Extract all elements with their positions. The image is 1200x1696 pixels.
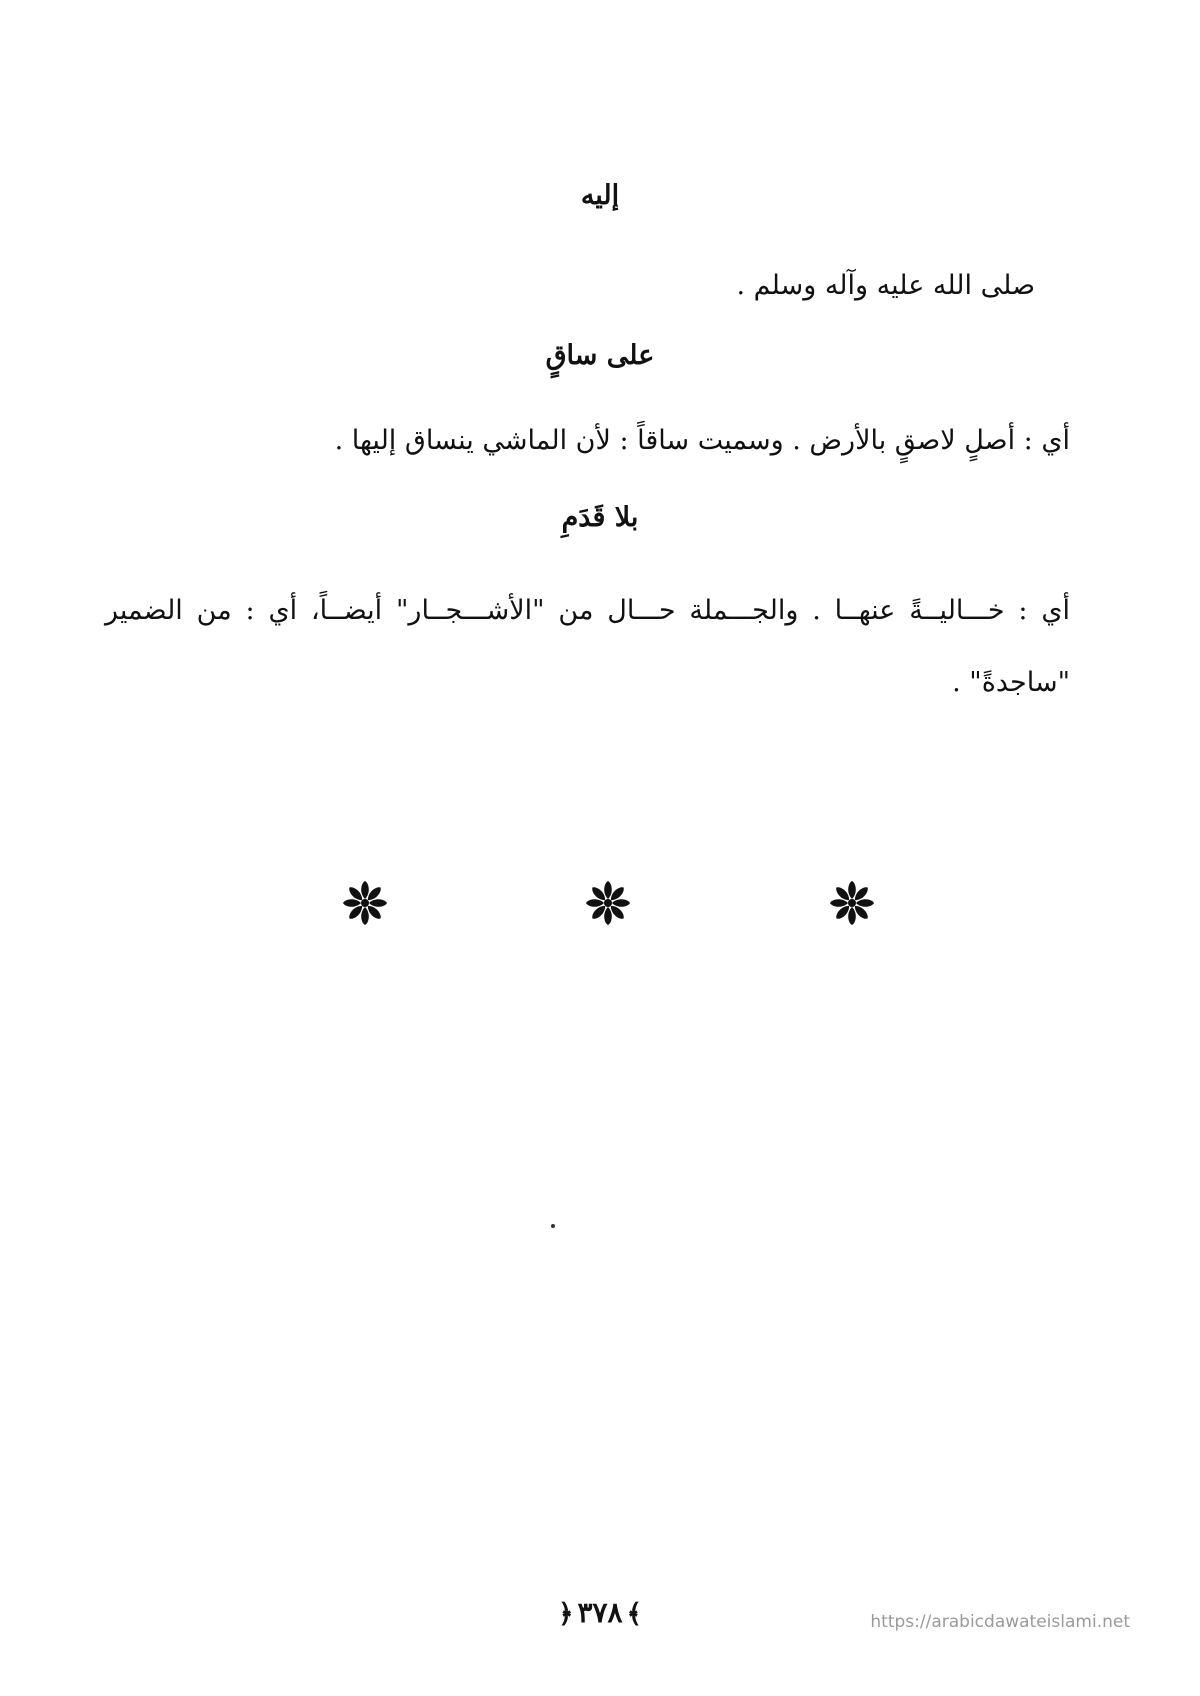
stray-dot	[551, 1224, 555, 1228]
asterisk-flower-icon	[827, 878, 877, 928]
page-number-value: ٣٧٨	[577, 1596, 623, 1629]
asterisk-flower-icon	[340, 878, 390, 928]
asterisk-flower-icon	[583, 878, 633, 928]
page-number-brace-left: ﴿	[558, 1599, 574, 1629]
paragraph-khaliyah: أي : خـــاليــةً عنهــا . والجـــملة حـــال من "الأشـــجــار" أيضــاً، أي : من الضمير "ساجدةً" .	[105, 595, 1070, 698]
heading-ala-saq: على ساقٍ	[545, 340, 655, 371]
heading-bila-qadam: بلا قَدَمِ	[561, 502, 639, 533]
watermark-url: https://arabicdawateislami.net	[870, 1612, 1130, 1632]
text-line-salla: صلى الله عليه وآله وسلم .	[736, 270, 1035, 301]
ornament-divider	[0, 878, 1200, 938]
text-line-asl: أي : أصلٍ لاصقٍ بالأرض . وسميت ساقاً : لأن الماشي ينساق إليها .	[334, 425, 1070, 456]
heading-ilayh: إليه	[580, 180, 620, 211]
page-number-brace-right: ﴾	[626, 1599, 642, 1629]
